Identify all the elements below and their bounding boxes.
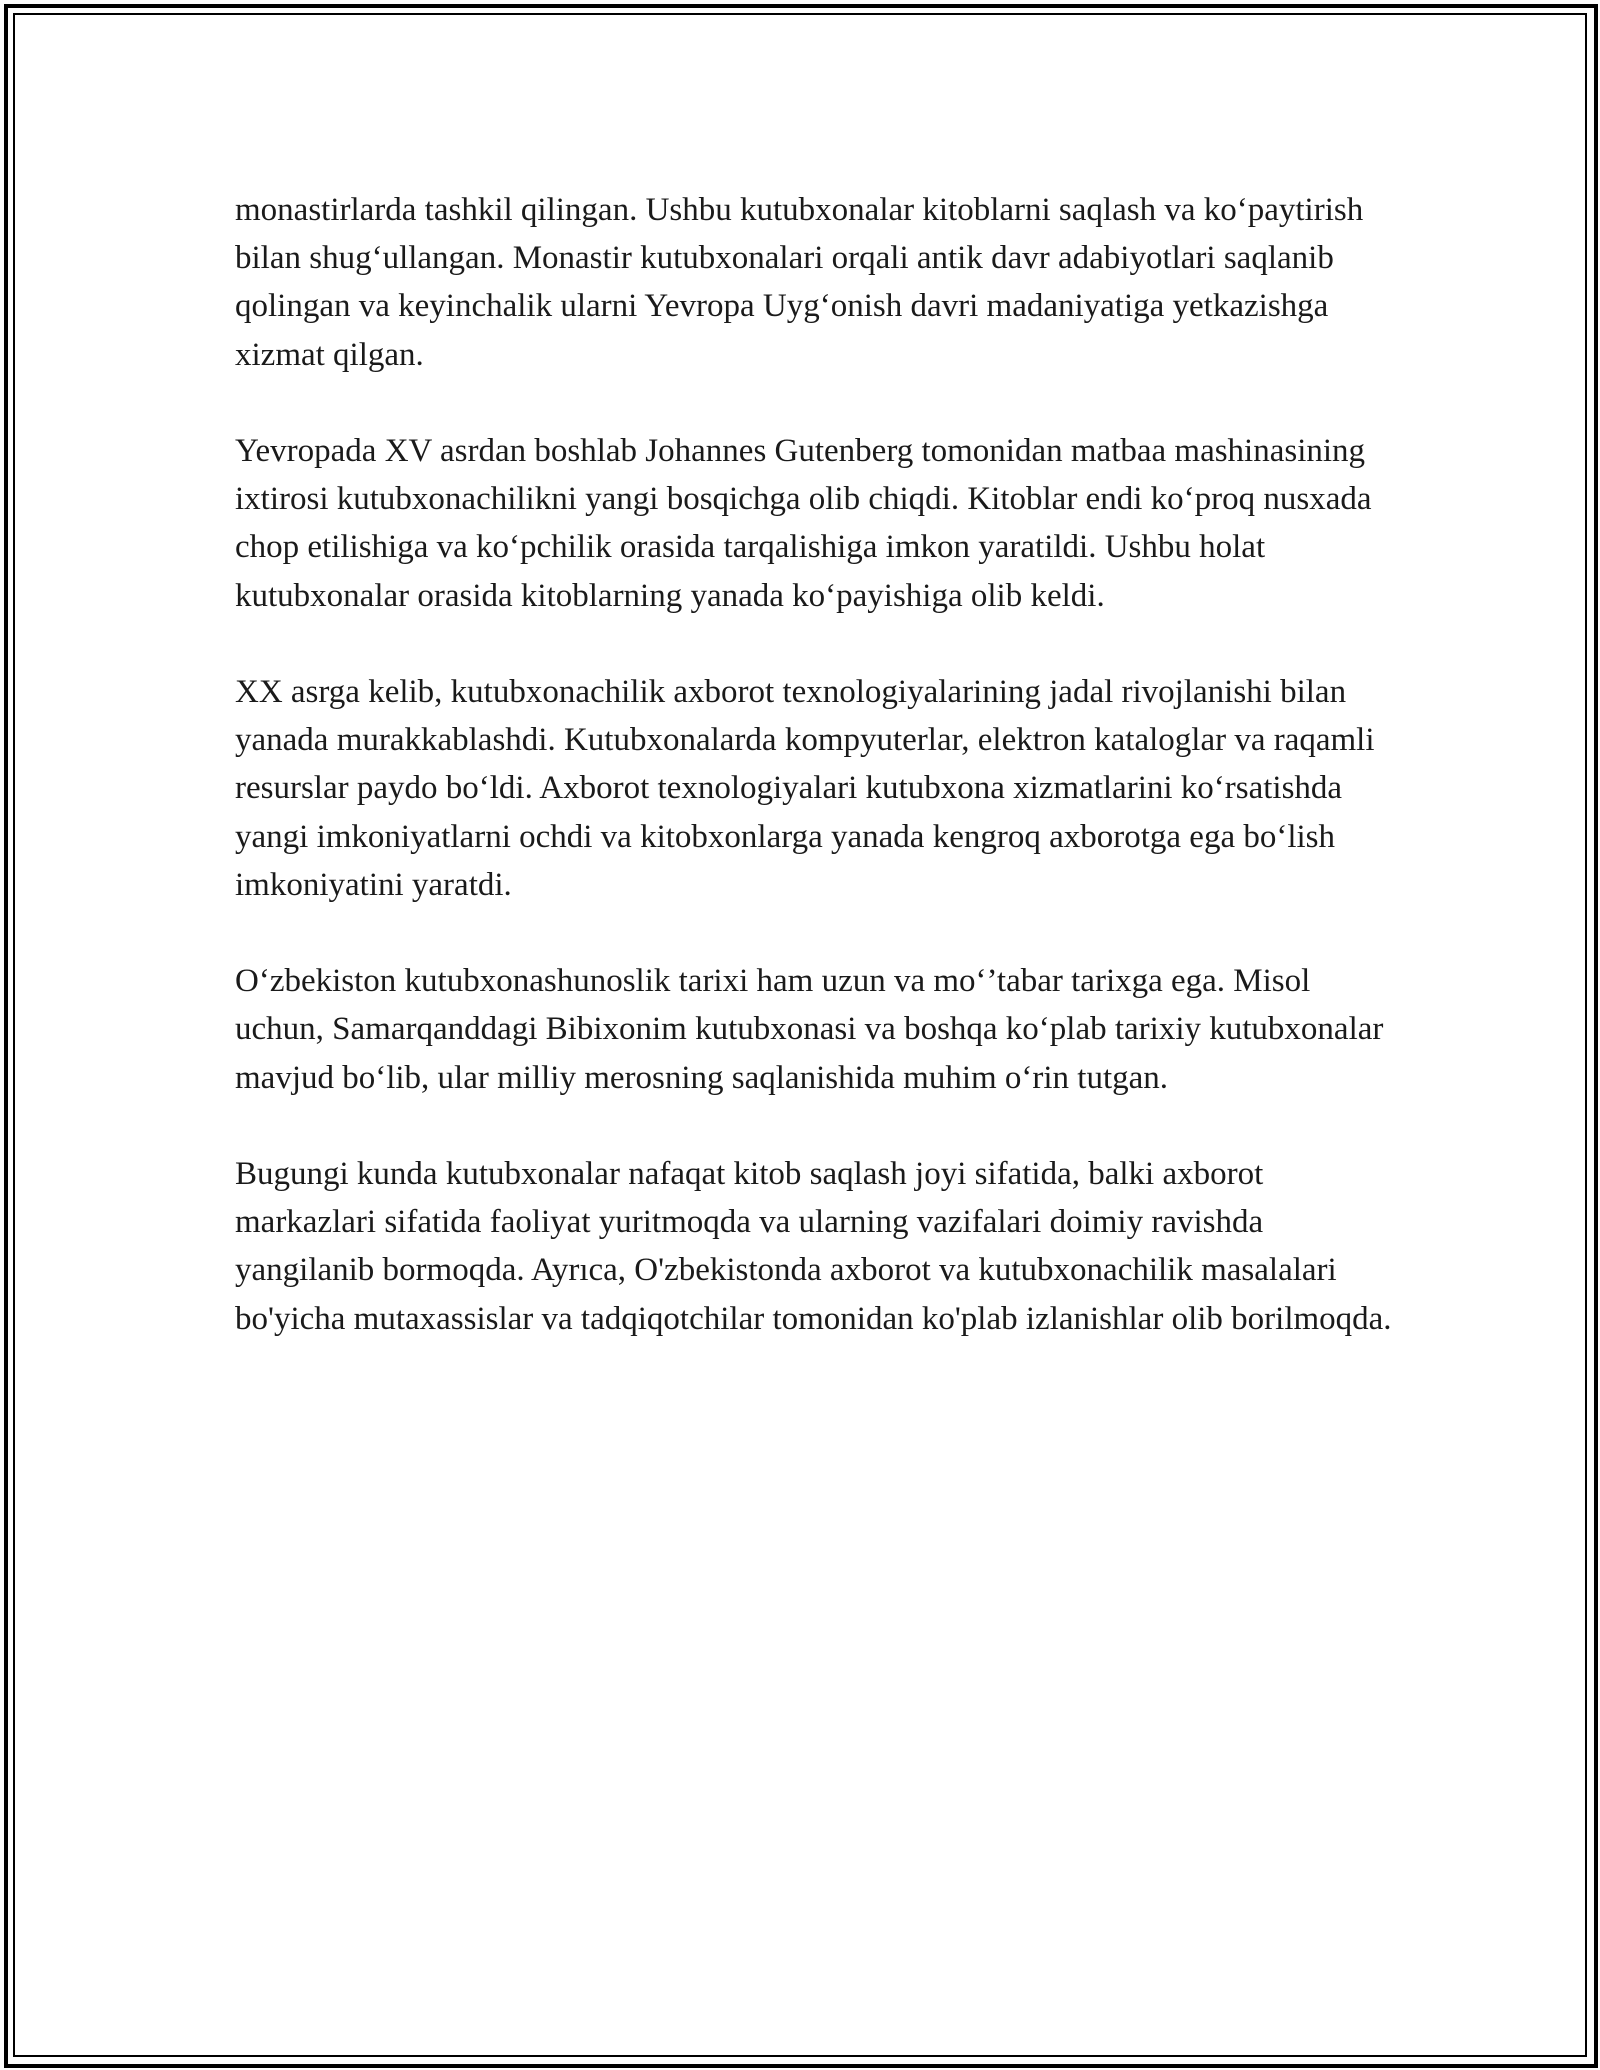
paragraph-3: XX asrga kelib, kutubxonachilik axborot texnologiyalarining jadal rivojlanishi bilan yanada murakkablashdi. Kutubxonalarda kompyuterlar, elektron kataloglar va raqamli resurslar paydo bo‘ldi. Axborot texnologiyalari kutubxona xizmatlarini ko‘rsatishda yangi imkoniyatlarni ochdi va kitobxonlarga yanada kengroq axborotga ega bo‘lish imkoniyatini yaratdi. — [235, 674, 1375, 903]
document-body — [235, 186, 1395, 1343]
paragraph-2: Yevropada XV asrdan boshlab Johannes Gutenberg tomonidan matbaa mashinasining ixtirosi kutubxonachilikni yangi bosqichga olib chiqdi. Kitoblar endi ko‘proq nusxada chop etilishiga va ko‘pchilik orasida tarqalishiga imkon yaratildi. Ushbu holat kutubxonalar orasida kitoblarning yanada ko‘payishiga olib keldi. — [235, 433, 1372, 614]
paragraph-5: Bugungi kunda kutubxonalar nafaqat kitob saqlash joyi sifatida, balki axborot markazlari sifatida faoliyat yuritmoqda va ularning vazifalari doimiy ravishda yangilanib bormoqda. Ayrıca, O'zbekistonda axborot va kutubxonachilik masalalari bo'yicha mutaxassislar va tadqiqotchilar tomonidan ko'plab izlanishlar olib borilmoqda. — [235, 1156, 1392, 1337]
paragraph-4: O‘zbekiston kutubxonashunoslik tarixi ham uzun va mo‘’tabar tarixga ega. Misol uchun, Samarqanddagi Bibixonim kutubxonasi va boshqa ko‘plab tarixiy kutubxonalar mavjud bo‘lib, ular milliy merosning saqlanishida muhim o‘rin tutgan. — [235, 963, 1384, 1096]
paragraph-1: monastirlarda tashkil qilingan. Ushbu kutubxonalar kitoblarni saqlash va ko‘paytirish bilan shug‘ullangan. Monastir kutubxonalari orqali antik davr adabiyotlari saqlanib qolingan va keyinchalik ularni Yevropa Uyg‘onish davri madaniyatiga yetkazishga xizmat qilgan. — [235, 192, 1364, 373]
